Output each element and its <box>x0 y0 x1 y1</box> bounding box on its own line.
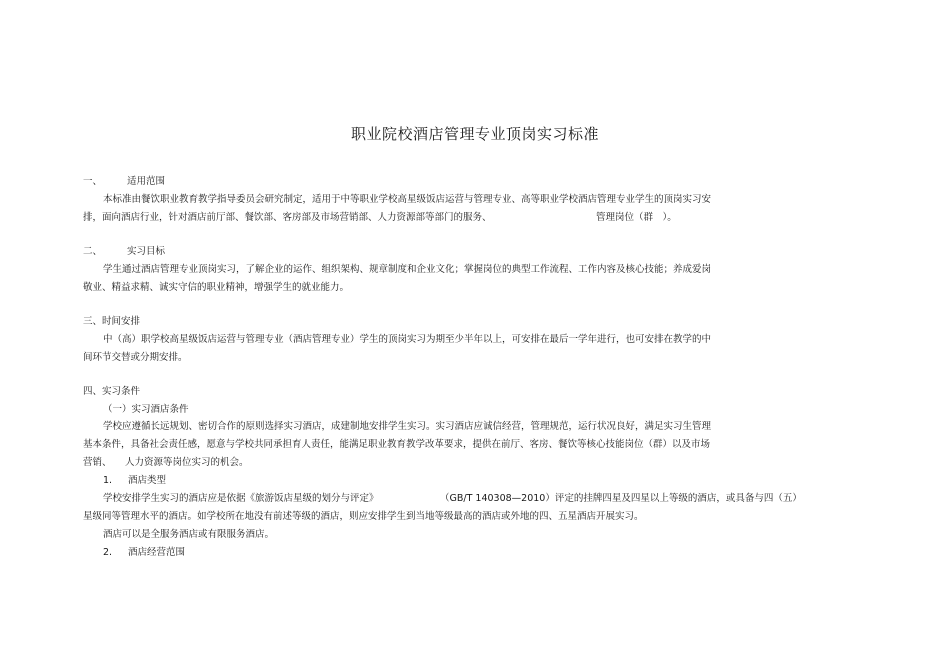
document-title: 职业院校酒店管理专业顶岗实习标准 <box>350 125 599 143</box>
section-4-paragraph-line: 人力资源等岗位实习的机会。 <box>125 457 249 468</box>
section-3-paragraph-line: 中（高）职学校高星级饭店运营与管理专业（酒店管理专业）学生的顶岗实习为期至少半年以上，可安排在最后一学年进行，也可安排在教学的中 <box>103 334 712 345</box>
section-4-paragraph-line: 学校应遵循长远规划、密切合作的原则选择实习酒店，成建制地安排学生实习。实习酒店应诚信经营，管理规范，运行状况良好，满足实习生管理 <box>103 421 712 432</box>
section-2-paragraph-line: 敬业、精益求精、诚实守信的职业精神，增强学生的就业能力。 <box>83 282 350 293</box>
list-item-1-line: 学校安排学生实习的酒店应是依据《旅游饭店星级的划分与评定》 <box>103 493 379 504</box>
list-item-2-number: 2. <box>103 547 113 558</box>
section-2-heading: 实习目标 <box>127 246 166 257</box>
section-1-paragraph-line: 管理岗位（群 ）。 <box>596 212 677 223</box>
list-item-1-line: （GB/T 140308—2010）评定的挂牌四星及四星以上等级的酒店，或具备与四（五） <box>440 493 802 504</box>
section-1-paragraph-line: 排，面向酒店行业，针对酒店前厅部、餐饮部、客房部及市场营销部、人力资源部等部门的服务、 <box>83 212 492 223</box>
section-4-subheading: （一）实习酒店条件 <box>103 404 189 415</box>
section-1-heading: 适用范围 <box>127 176 166 187</box>
section-4-heading: 四、实习条件 <box>83 386 141 397</box>
section-1-paragraph-line: 本标准由餐饮职业教育教学指导委员会研究制定，适用于中等职业学校高星级饭店运营与管理专业、高等职业学校酒店管理专业学生的顶岗实习安 <box>103 194 712 205</box>
section-1-number: 一、 <box>83 176 103 187</box>
list-item-1-line: 星级同等管理水平的酒店。如学校所在地没有前述等级的酒店，则应安排学生到当地等级最高的酒店或外地的四、五星酒店开展实习。 <box>83 511 644 522</box>
section-3-paragraph-line: 间环节交替或分期安排。 <box>83 352 188 363</box>
section-2-paragraph-line: 学生通过酒店管理专业顶岗实习，了解企业的运作、组织架构、规章制度和企业文化；掌握岗位的典型工作流程、工作内容及核心技能；养成爱岗 <box>103 264 712 275</box>
list-item-1-number: 1. <box>103 475 113 486</box>
list-item-2-title: 酒店经营范围 <box>128 547 186 558</box>
section-2-number: 二、 <box>83 246 103 257</box>
section-3-heading: 三、时间安排 <box>83 316 141 327</box>
list-item-1-title: 酒店类型 <box>128 475 167 486</box>
section-4-paragraph-line: 基本条件，具备社会责任感，愿意与学校共同承担育人责任，能满足职业教育教学改革要求，提供在前厅、客房、餐饮等核心技能岗位（群）以及市场 <box>83 439 711 450</box>
list-item-1-line: 酒店可以是全服务酒店或有限服务酒店。 <box>103 529 275 540</box>
section-4-paragraph-line: 营销、 <box>83 457 112 468</box>
